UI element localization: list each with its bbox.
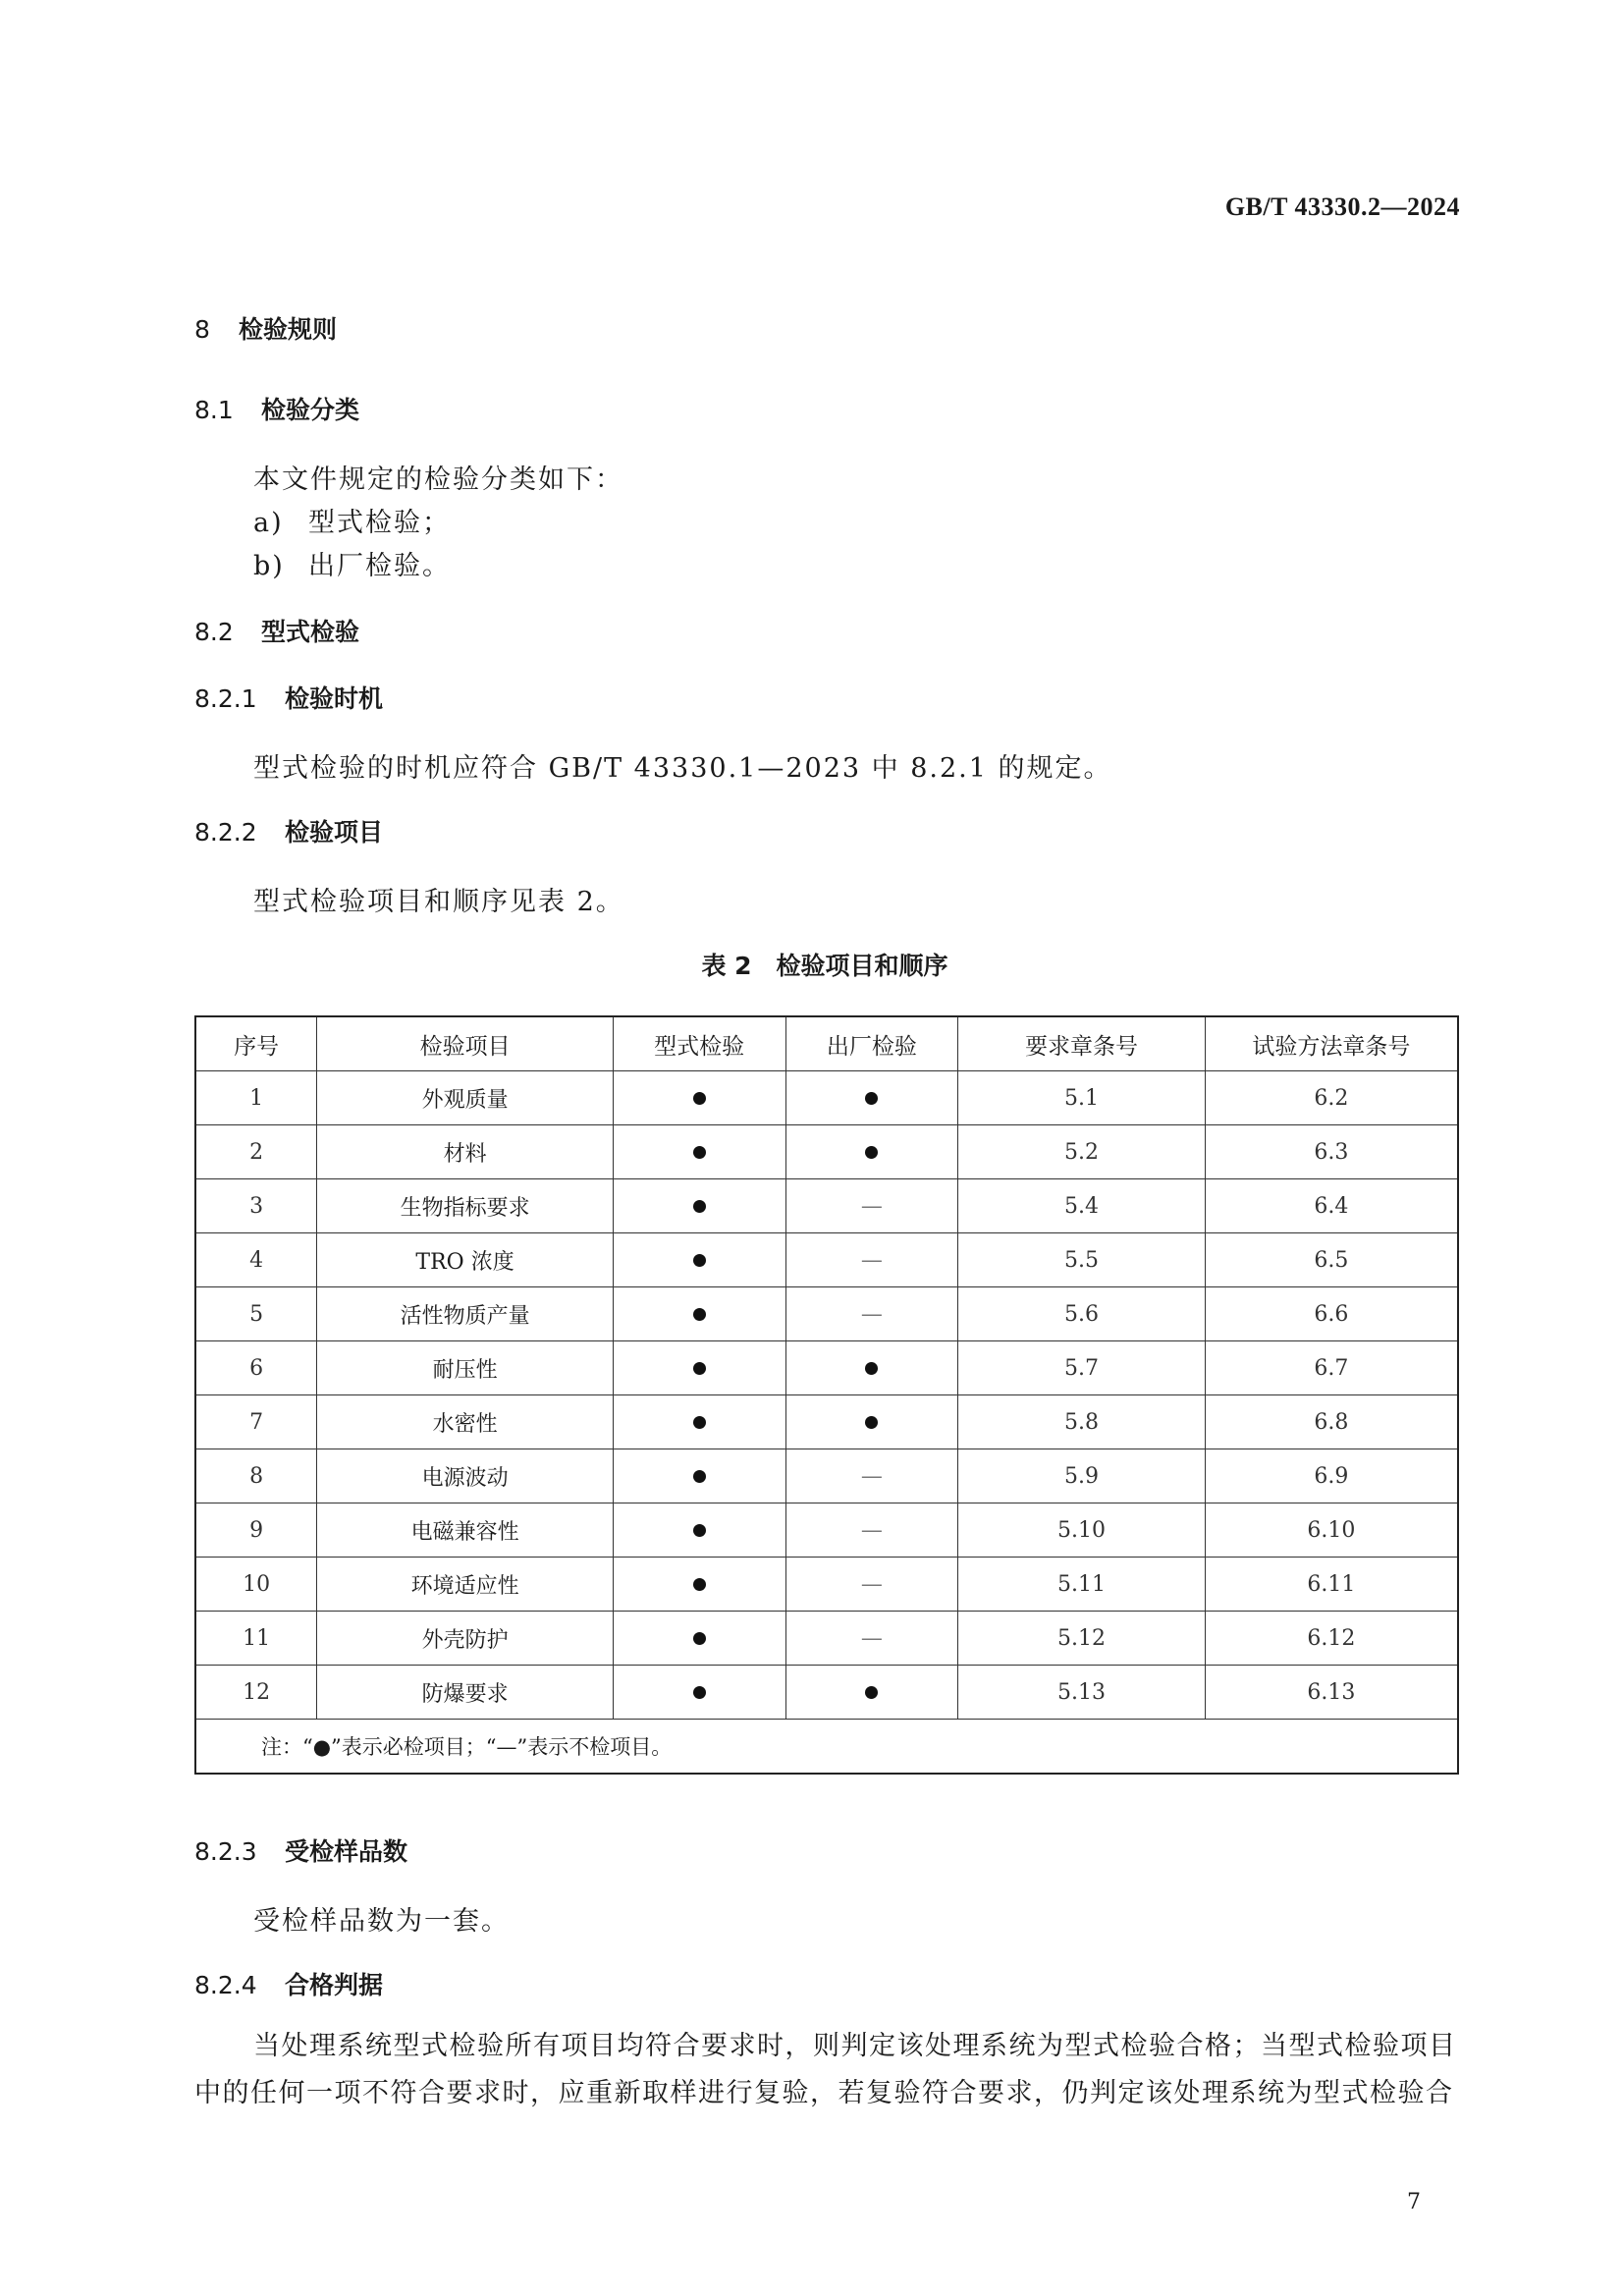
required-dot-icon <box>693 1362 706 1375</box>
header-cell-type-test: 型式检验 <box>613 1016 785 1071</box>
table-row <box>195 1125 1458 1179</box>
table-row <box>195 1179 1458 1233</box>
cell-no: 10 <box>195 1558 317 1612</box>
section-title: 检验规则 <box>239 315 338 344</box>
table-caption: 表 2 检验项目和顺序 <box>701 952 948 980</box>
cell-requirement-clause: 5.1 <box>958 1071 1206 1125</box>
required-dot-icon <box>693 1200 706 1213</box>
cell-method-clause: 6.7 <box>1205 1341 1458 1395</box>
cell-method-clause: 6.11 <box>1205 1558 1458 1612</box>
cell-factory-test <box>785 1558 958 1612</box>
cell-no: 1 <box>195 1071 317 1125</box>
cell-type-test <box>613 1179 785 1233</box>
cell-item: 耐压性 <box>317 1341 614 1395</box>
cell-method-clause: 6.3 <box>1205 1125 1458 1179</box>
required-dot-icon <box>865 1146 878 1159</box>
not-required-dash: — <box>860 1517 883 1543</box>
required-dot-icon <box>865 1686 878 1699</box>
section-number: 8.2.4 <box>194 1971 257 1999</box>
not-required-dash: — <box>860 1193 883 1219</box>
required-dot-icon <box>693 1686 706 1699</box>
cell-factory-test <box>785 1341 958 1395</box>
list-item-text: 出厂检验。 <box>308 551 451 581</box>
classification-intro: 本文件规定的检验分类如下： <box>253 465 623 495</box>
cell-type-test <box>613 1503 785 1558</box>
cell-factory-test <box>785 1125 958 1179</box>
section-number: 8.1 <box>194 396 234 424</box>
table-row <box>195 1666 1458 1720</box>
cell-requirement-clause: 5.13 <box>958 1666 1206 1720</box>
timing-paragraph: 型式检验的时机应符合 GB/T 43330.1—2023 中 8.2.1 的规定。 <box>253 753 1112 784</box>
cell-item: 生物指标要求 <box>317 1179 614 1233</box>
cell-factory-test <box>785 1449 958 1503</box>
page-number: 7 <box>1407 2190 1421 2214</box>
cell-factory-test <box>785 1612 958 1666</box>
cell-requirement-clause: 5.7 <box>958 1341 1206 1395</box>
required-dot-icon <box>693 1092 706 1105</box>
section-8-2-heading <box>194 613 359 648</box>
cell-item: 材料 <box>317 1125 614 1179</box>
not-required-dash: — <box>860 1247 883 1273</box>
cell-no: 2 <box>195 1125 317 1179</box>
cell-factory-test <box>785 1233 958 1287</box>
cell-requirement-clause: 5.12 <box>958 1612 1206 1666</box>
cell-type-test <box>613 1612 785 1666</box>
sample-count-paragraph: 受检样品数为一套。 <box>253 1906 510 1937</box>
list-item-text: 型式检验； <box>308 508 451 538</box>
table-row <box>195 1233 1458 1287</box>
header-cell-item: 检验项目 <box>317 1016 614 1071</box>
cell-factory-test <box>785 1071 958 1125</box>
cell-type-test <box>613 1233 785 1287</box>
list-item-label: b) <box>253 551 285 581</box>
table-note: 注：“●”表示必检项目；“—”表示不检项目。 <box>195 1720 1458 1775</box>
cell-type-test <box>613 1125 785 1179</box>
not-required-dash: — <box>860 1301 883 1327</box>
cell-requirement-clause: 5.2 <box>958 1125 1206 1179</box>
cell-method-clause: 6.9 <box>1205 1449 1458 1503</box>
header-cell-requirement-clause: 要求章条号 <box>958 1016 1206 1071</box>
table-row <box>195 1503 1458 1558</box>
required-dot-icon <box>693 1416 706 1429</box>
section-number: 8.2.1 <box>194 684 257 713</box>
required-dot-icon <box>865 1092 878 1105</box>
criteria-line-1: 当处理系统型式检验所有项目均符合要求时，则判定该处理系统为型式检验合格；当型式检验项目 <box>253 2031 1457 2061</box>
cell-requirement-clause: 5.8 <box>958 1395 1206 1449</box>
cell-factory-test <box>785 1503 958 1558</box>
list-item <box>253 544 451 582</box>
section-number: 8.2.2 <box>194 818 257 847</box>
required-dot-icon <box>865 1416 878 1429</box>
cell-method-clause: 6.5 <box>1205 1233 1458 1287</box>
cell-item: 电源波动 <box>317 1449 614 1503</box>
not-required-dash: — <box>860 1625 883 1651</box>
cell-method-clause: 6.12 <box>1205 1612 1458 1666</box>
section-title: 合格判据 <box>285 1971 384 1999</box>
table-row <box>195 1449 1458 1503</box>
cell-item: 水密性 <box>317 1395 614 1449</box>
standard-number: GB/T 43330.2—2024 <box>1224 192 1460 221</box>
section-8-1-heading <box>194 391 359 426</box>
cell-no: 8 <box>195 1449 317 1503</box>
cell-requirement-clause: 5.9 <box>958 1449 1206 1503</box>
section-8-2-3-heading <box>194 1832 407 1868</box>
cell-no: 4 <box>195 1233 317 1287</box>
cell-method-clause: 6.6 <box>1205 1287 1458 1341</box>
cell-type-test <box>613 1341 785 1395</box>
list-item-label: a) <box>253 508 284 538</box>
cell-type-test <box>613 1558 785 1612</box>
cell-factory-test <box>785 1179 958 1233</box>
cell-no: 9 <box>195 1503 317 1558</box>
section-8-2-4-heading <box>194 1966 383 2001</box>
section-title: 受检样品数 <box>285 1837 408 1866</box>
cell-requirement-clause: 5.11 <box>958 1558 1206 1612</box>
required-dot-icon <box>693 1632 706 1645</box>
cell-item: 防爆要求 <box>317 1666 614 1720</box>
not-required-dash: — <box>860 1463 883 1489</box>
required-dot-icon <box>693 1578 706 1591</box>
inspection-table <box>194 1015 1459 1775</box>
required-dot-icon <box>693 1146 706 1159</box>
section-title: 检验时机 <box>285 684 384 713</box>
table-header-row <box>195 1016 1458 1071</box>
table-row <box>195 1395 1458 1449</box>
cell-method-clause: 6.8 <box>1205 1395 1458 1449</box>
cell-no: 7 <box>195 1395 317 1449</box>
cell-no: 5 <box>195 1287 317 1341</box>
not-required-dash: — <box>860 1571 883 1597</box>
cell-item: TRO 浓度 <box>317 1233 614 1287</box>
cell-no: 12 <box>195 1666 317 1720</box>
cell-type-test <box>613 1287 785 1341</box>
cell-type-test <box>613 1666 785 1720</box>
list-item <box>253 501 451 539</box>
cell-requirement-clause: 5.4 <box>958 1179 1206 1233</box>
table-row <box>195 1558 1458 1612</box>
required-dot-icon <box>693 1470 706 1483</box>
section-number: 8.2.3 <box>194 1837 257 1866</box>
table-row <box>195 1612 1458 1666</box>
cell-method-clause: 6.2 <box>1205 1071 1458 1125</box>
cell-requirement-clause: 5.6 <box>958 1287 1206 1341</box>
cell-item: 环境适应性 <box>317 1558 614 1612</box>
cell-method-clause: 6.10 <box>1205 1503 1458 1558</box>
table-row <box>195 1341 1458 1395</box>
required-dot-icon <box>693 1254 706 1267</box>
criteria-line-2: 中的任何一项不符合要求时，应重新取样进行复验，若复验符合要求，仍判定该处理系统为型式检验合 <box>194 2078 1454 2108</box>
required-dot-icon <box>693 1524 706 1537</box>
items-paragraph: 型式检验项目和顺序见表 2。 <box>253 887 624 917</box>
table-row <box>195 1287 1458 1341</box>
cell-requirement-clause: 5.5 <box>958 1233 1206 1287</box>
section-8-heading <box>194 310 337 346</box>
header-cell-factory-test: 出厂检验 <box>785 1016 958 1071</box>
cell-factory-test <box>785 1395 958 1449</box>
cell-item: 外壳防护 <box>317 1612 614 1666</box>
cell-item: 电磁兼容性 <box>317 1503 614 1558</box>
header-cell-no: 序号 <box>195 1016 317 1071</box>
cell-type-test <box>613 1395 785 1449</box>
required-dot-icon <box>865 1362 878 1375</box>
cell-no: 6 <box>195 1341 317 1395</box>
section-number: 8 <box>194 315 210 344</box>
cell-requirement-clause: 5.10 <box>958 1503 1206 1558</box>
cell-no: 11 <box>195 1612 317 1666</box>
header-cell-method-clause: 试验方法章条号 <box>1205 1016 1458 1071</box>
table-row <box>195 1071 1458 1125</box>
cell-no: 3 <box>195 1179 317 1233</box>
cell-type-test <box>613 1071 785 1125</box>
section-8-2-1-heading <box>194 680 383 715</box>
cell-type-test <box>613 1449 785 1503</box>
cell-factory-test <box>785 1287 958 1341</box>
section-8-2-2-heading <box>194 813 383 848</box>
section-title: 检验分类 <box>261 396 360 424</box>
cell-factory-test <box>785 1666 958 1720</box>
cell-method-clause: 6.13 <box>1205 1666 1458 1720</box>
cell-item: 外观质量 <box>317 1071 614 1125</box>
required-dot-icon <box>693 1308 706 1321</box>
section-title: 检验项目 <box>285 818 384 847</box>
section-number: 8.2 <box>194 618 234 646</box>
section-title: 型式检验 <box>261 618 360 646</box>
table-note-row <box>195 1720 1458 1775</box>
cell-item: 活性物质产量 <box>317 1287 614 1341</box>
cell-method-clause: 6.4 <box>1205 1179 1458 1233</box>
